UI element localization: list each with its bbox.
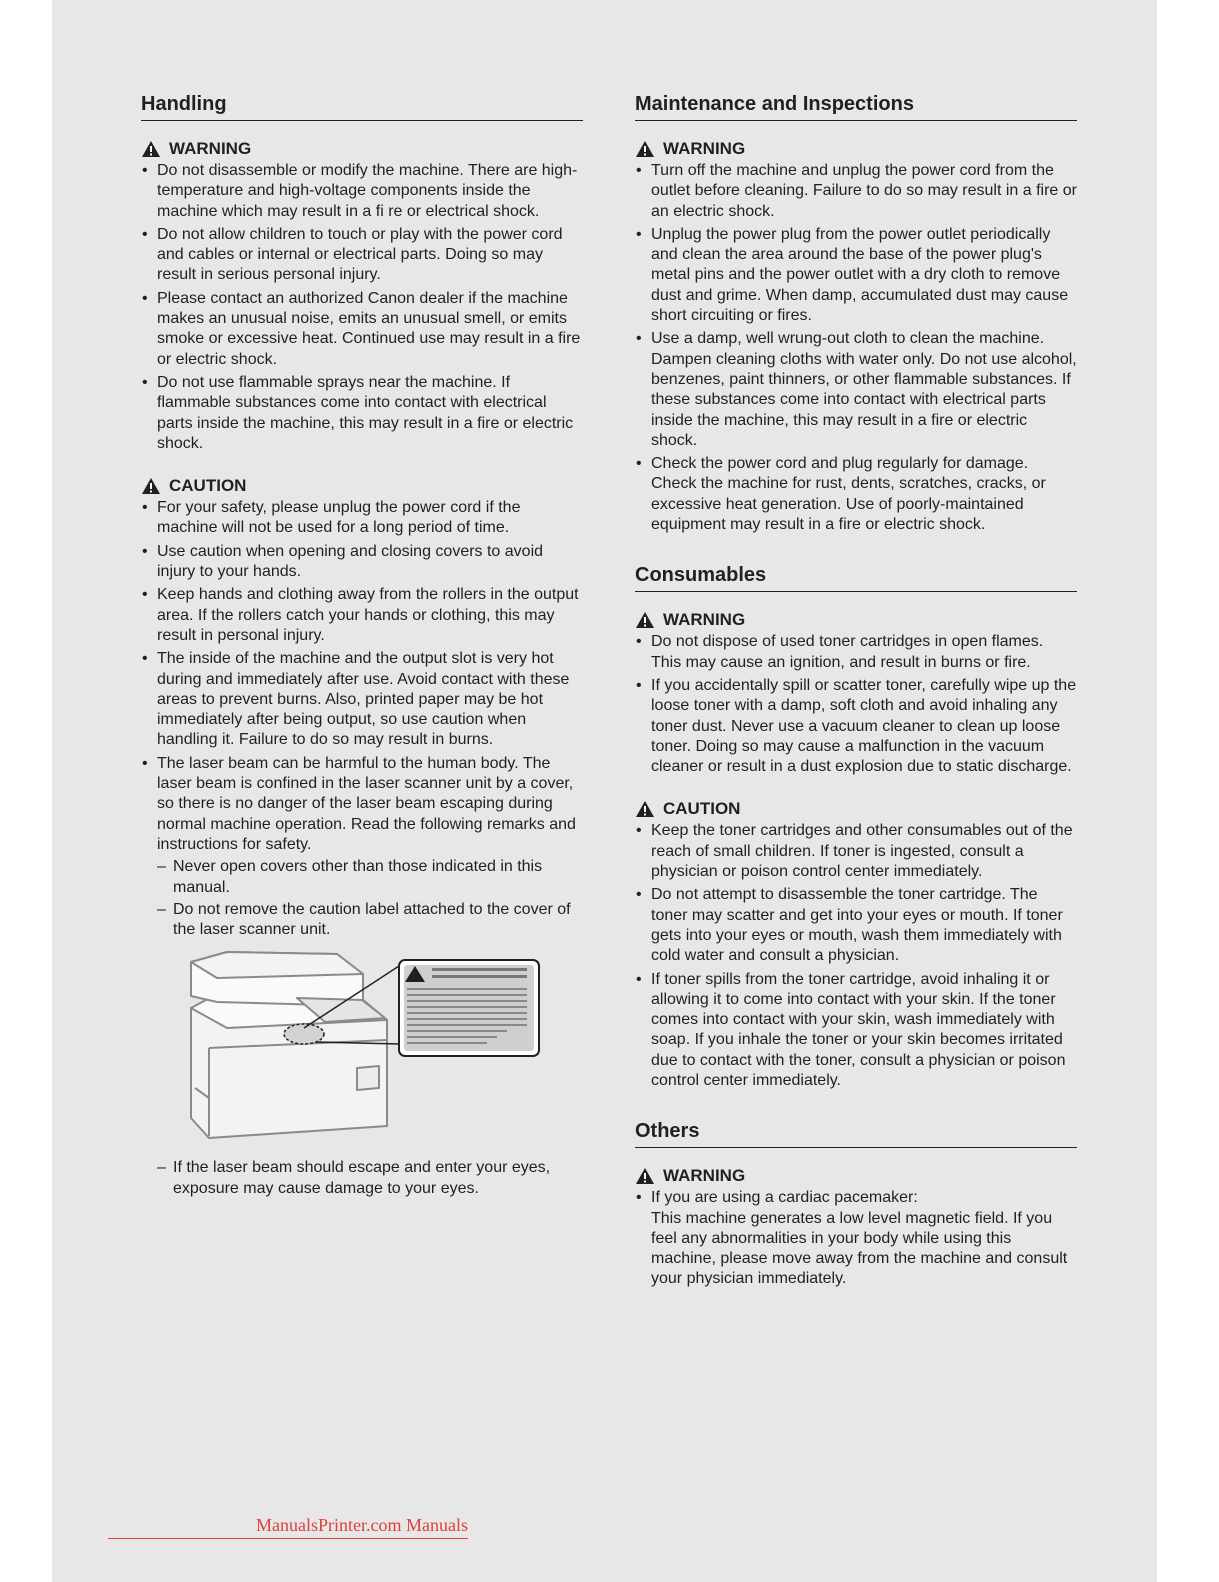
warning-triangle-icon: [635, 140, 655, 158]
consumables-warning-list: [635, 632, 1077, 777]
document-page: [52, 0, 1157, 1582]
list-item: • Do not disassemble or modify the machine. There are high-temperature and high-voltage components inside the machine which may result in a fi re or electrical shock.: [141, 161, 583, 222]
list-item: • Unplug the power plug from the power outlet periodically and clean the area around the base of the power plug's metal pins and the power outlet with a dry cloth to remove dust and grime. When damp, accumulated dust may cause short circuiting or fires.: [635, 225, 1077, 326]
laser-sublist: [157, 857, 583, 940]
caution-label: CAUTION: [663, 799, 741, 819]
others-warning-list: [635, 1188, 1077, 1289]
warning-triangle-icon: [635, 1167, 655, 1185]
printer-drawing: [187, 948, 557, 1148]
list-item: • Turn off the machine and unplug the power cord from the outlet before cleaning. Failure to do so may result in a fire or an electric shock.: [635, 161, 1077, 222]
list-item: • For your safety, please unplug the power cord if the machine will not be used for a long period of time.: [141, 498, 583, 539]
list-item: • Do not use flammable sprays near the machine. If flammable substances come into contact with electrical parts inside the machine, this may result in a fire or electric shock.: [141, 373, 583, 454]
list-item: • Do not dispose of used toner cartridges in open flames. This may cause an ignition, and result in burns or fire.: [635, 632, 1077, 673]
laser-item-text: The laser beam can be harmful to the human body. The laser beam is confined in the laser scanner unit by a cover, so there is no danger of the laser beam escaping during normal machine operation. Read the following remarks and instructions for safety.: [157, 754, 576, 853]
warning-heading: [635, 139, 1077, 159]
list-item: • Keep hands and clothing away from the rollers in the output area. If the rollers catch your hands or clothing, this may result in personal injury.: [141, 585, 583, 646]
laser-sublist-after: [157, 1158, 583, 1199]
caution-triangle-icon: [635, 800, 655, 818]
section-title-consumables: Consumables: [635, 563, 1077, 592]
maintenance-section: [635, 92, 1077, 535]
list-item: • If toner spills from the toner cartridge, avoid inhaling it or allowing it to come into contact with your skin. If the toner comes into contact with your skin, wash immediately with soap. If you inhale the toner or your skin becomes irritated due to contact with the toner, consult a physician or poison control center immediately.: [635, 970, 1077, 1092]
list-item: • If you accidentally spill or scatter toner, carefully wipe up the loose toner with a damp, soft cloth and avoid inhaling any toner dust. Never use a vacuum cleaner to clean up loose toner. Doing so may cause a malfunction in the vacuum cleaner or result in a dust explosion due to static discharge.: [635, 676, 1077, 777]
section-title-maintenance: Maintenance and Inspections: [635, 92, 1077, 121]
handling-caution-list: [141, 498, 583, 1199]
sub-list-item: – Never open covers other than those indicated in this manual.: [157, 857, 583, 898]
list-item: • Use caution when opening and closing covers to avoid injury to your hands.: [141, 542, 583, 583]
list-item: • Keep the toner cartridges and other consumables out of the reach of small children. If toner is ingested, consult a physician or poison control center immediately.: [635, 821, 1077, 882]
list-item: • Please contact an authorized Canon dealer if the machine makes an unusual noise, emits an unusual smell, or emits smoke or excessive heat. Continued use may result in a fire or electric shock.: [141, 289, 583, 370]
warning-label: WARNING: [663, 610, 746, 630]
list-item: [635, 1188, 1077, 1289]
consumables-section: [635, 563, 1077, 1091]
warning-triangle-icon: [141, 140, 161, 158]
caution-heading: [141, 476, 583, 496]
sub-list-item: – Do not remove the caution label attached to the cover of the laser scanner unit.: [157, 900, 583, 941]
warning-triangle-icon: [635, 611, 655, 629]
warning-label: WARNING: [663, 139, 746, 158]
left-column: [141, 92, 583, 1227]
warning-heading: [635, 1166, 1077, 1186]
handling-section: [141, 92, 583, 1199]
warning-label: WARNING: [663, 1166, 746, 1186]
printer-illustration: [187, 948, 557, 1148]
list-item: • The inside of the machine and the output slot is very hot during and immediately after use. Avoid contact with these areas to prevent burns. Also, printed paper may be hot immediately after being output, so use caution when handling it. Failure to do so may result in burns.: [141, 649, 583, 750]
sub-list-item: – If the laser beam should escape and enter your eyes, exposure may cause damage to your eyes.: [157, 1158, 583, 1199]
others-section: [635, 1119, 1077, 1289]
maintenance-warning-list: [635, 161, 1077, 535]
list-item: [141, 754, 583, 1199]
list-item: • Do not attempt to disassemble the toner cartridge. The toner may scatter and get into your eyes or mouth. If toner gets into your eyes or mouth, wash them immediately with cold water and consult a physician.: [635, 885, 1077, 966]
list-item: • Check the power cord and plug regularly for damage. Check the machine for rust, dents, scratches, cracks, or excessive heat generation. Use of poorly-maintained equipment may result in a fire or electric shock.: [635, 454, 1077, 535]
section-title-others: Others: [635, 1119, 1077, 1148]
handling-warning-list: [141, 161, 583, 454]
warning-label: WARNING: [169, 139, 252, 158]
pacemaker-body: This machine generates a low level magnetic field. If you feel any abnormalities in your body while using this machine, please move away from the machine and consult your physician immediately.: [651, 1209, 1068, 1288]
section-title-handling: Handling: [141, 92, 583, 121]
pacemaker-heading: • If you are using a cardiac pacemaker:: [651, 1189, 918, 1207]
caution-heading: [635, 799, 1077, 819]
right-column: [635, 92, 1077, 1318]
warning-heading: [635, 610, 1077, 630]
footer-link[interactable]: ManualsPrinter.com Manuals: [108, 1515, 468, 1539]
list-item: • Use a damp, well wrung-out cloth to clean the machine. Dampen cleaning cloths with water only. Do not use alcohol, benzenes, paint thinners, or other flammable substances. If these substances come into contact with electrical parts inside the machine, this may result in a fire or electric shock.: [635, 329, 1077, 451]
warning-heading: [141, 139, 583, 159]
caution-triangle-icon: [141, 477, 161, 495]
caution-label: CAUTION: [169, 476, 247, 496]
consumables-caution-list: [635, 821, 1077, 1091]
list-item: • Do not allow children to touch or play with the power cord and cables or internal or electrical parts. Doing so may result in serious personal injury.: [141, 225, 583, 286]
